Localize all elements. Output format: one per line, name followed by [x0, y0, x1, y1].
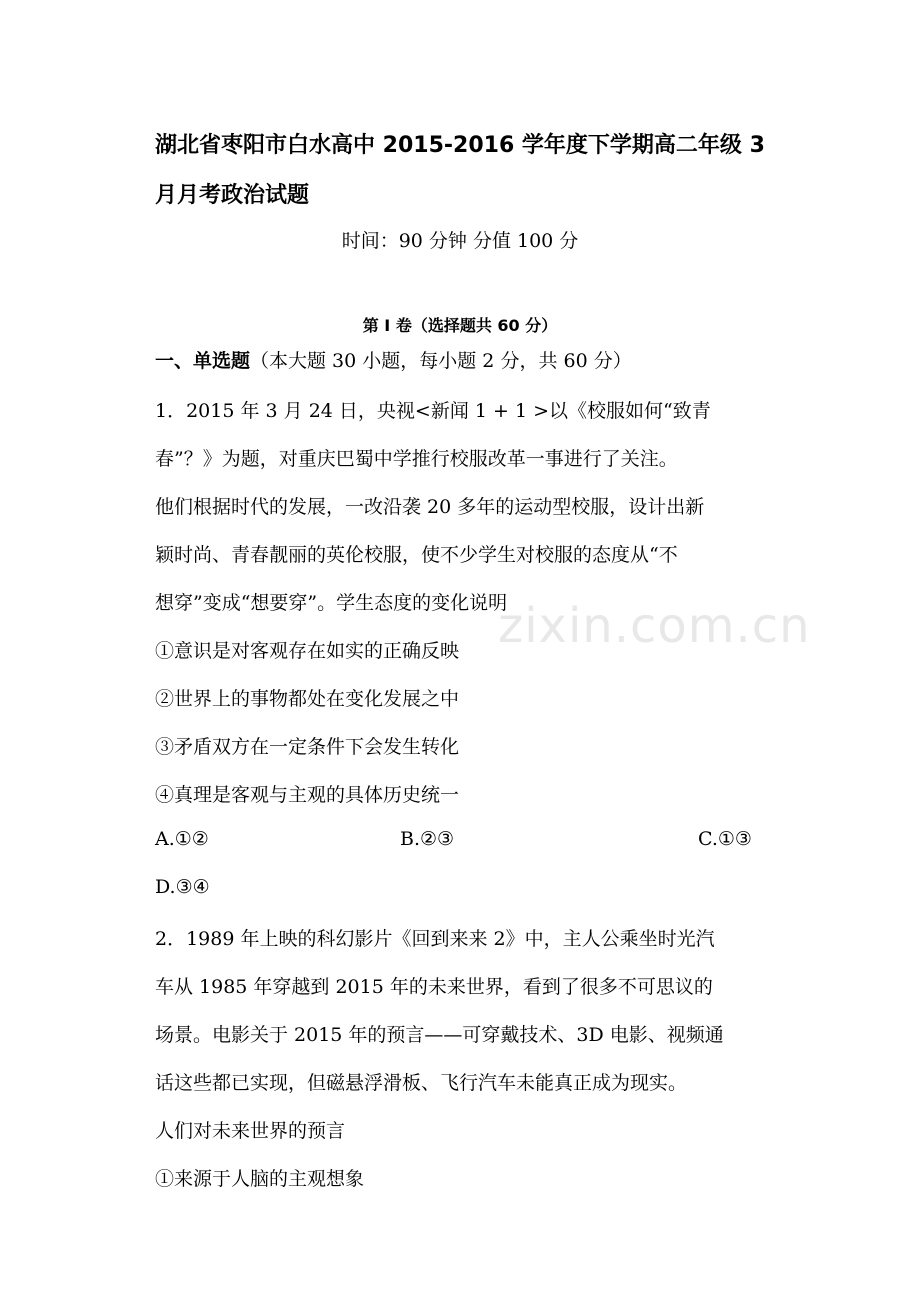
document-title-line-2: 月月考政治试题 [155, 183, 310, 208]
watermark: zixin.com.cn [498, 598, 811, 654]
q2-line: 车从 1985 年穿越到 2015 年的未来世界，看到了很多不可思议的 [155, 976, 713, 998]
q1-option-d: D.③④ [155, 876, 210, 898]
q1-line: 1．2015 年 3 月 24 日，央视<新闻 1 + 1 >以《校服如何“致青 [155, 400, 711, 422]
q1-statement: ①意识是对客观存在如实的正确反映 [155, 640, 460, 662]
section-heading: 第 I 卷（选择题共 60 分） [362, 316, 558, 335]
q2-line: 话这些都已实现，但磁悬浮滑板、飞行汽车未能真正成为现实。 [155, 1072, 688, 1094]
q1-line: 想穿”变成“想要穿”。学生态度的变化说明 [155, 592, 508, 614]
q1-statement: ②世界上的事物都处在变化发展之中 [155, 688, 460, 710]
q2-line: 2．1989 年上映的科幻影片《回到来来 2》中，主人公乘坐时光汽 [155, 928, 715, 950]
q2-statement: ①来源于人脑的主观想象 [155, 1168, 365, 1190]
part-heading-detail: （本大题 30 小题，每小题 2 分，共 60 分） [250, 350, 632, 372]
part-heading-label: 一、单选题 [155, 350, 251, 372]
q2-line: 场景。电影关于 2015 年的预言——可穿戴技术、3D 电影、视频通 [155, 1024, 724, 1046]
q1-line: 颖时尚、青春靓丽的英伦校服，使不少学生对校服的态度从“不 [155, 544, 678, 566]
q1-option-b: B.②③ [400, 828, 455, 850]
q1-statement: ④真理是客观与主观的具体历史统一 [155, 784, 460, 806]
q1-option-a: A.①② [155, 828, 209, 850]
q2-line: 人们对未来世界的预言 [155, 1120, 346, 1142]
q1-option-c: C.①③ [698, 828, 752, 850]
q1-statement: ③矛盾双方在一定条件下会发生转化 [155, 736, 460, 758]
q1-line: 他们根据时代的发展，一改沿袭 20 多年的运动型校服，设计出新 [155, 496, 705, 518]
part-heading [155, 346, 632, 373]
document-title-line-1: 湖北省枣阳市白水高中 2015-2016 学年度下学期高二年级 3 [155, 133, 765, 158]
q1-line: 春”？》为题，对重庆巴蜀中学推行校服改革一事进行了关注。 [155, 448, 678, 470]
exam-time-and-score: 时间：90 分钟 分值 100 分 [341, 230, 579, 252]
